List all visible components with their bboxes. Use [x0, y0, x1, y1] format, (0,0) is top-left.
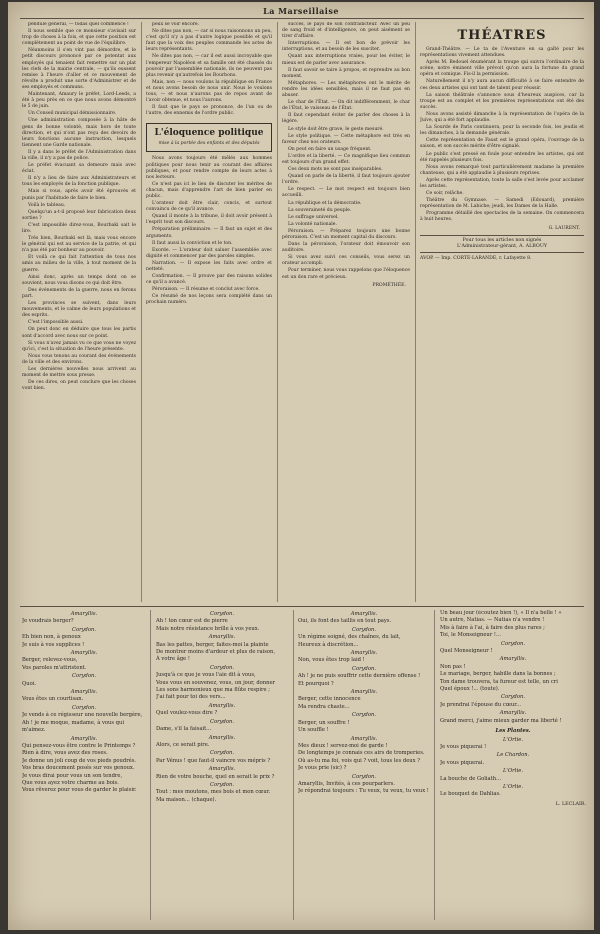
paragraph: De ces dires, on peut conclure que les choses vont bien. — [22, 380, 136, 392]
paragraph: Et voilà ce qui fait l'attention de tous nos amis au milieu de la ville, à tout moment de la guerre. — [22, 255, 136, 273]
paragraph: Après M. Bedouel énumérant la troupe qui suivra l'ordinaire de la scène, notre éminent ville prévoit qu'on aura la fortune du grand opéra et comique. Fis-il la permission. — [420, 60, 584, 78]
speaker-name: Amaryllis. — [350, 611, 378, 617]
poem-title: Les Plantes. — [495, 728, 531, 735]
verse-line: Je répondrai toujours : Tu veux, tu veux, tu veux ! — [298, 788, 429, 795]
paragraph: Le style doit être grave, le geste mesuré. — [288, 126, 384, 132]
speaker-name: Amaryllis. — [208, 766, 236, 773]
paragraph: Le préfet évacuant sa demeure mais avec éclat. — [22, 163, 136, 175]
paragraph: Cette représentation de Faust est le grand opéra, l'ouvrage de la saison, et son succès mérite d'être signalé. — [420, 138, 584, 150]
newspaper-page — [8, 2, 594, 930]
speaker-name: Amaryllis. — [350, 650, 378, 657]
verse-line: De montrer moins d'ardeur et plus de raison, — [156, 649, 276, 656]
article-title: L'éloquence politique — [154, 128, 264, 139]
verse-line: Où as-tu ma foi, vois qui ? voit, tous les deux ? — [298, 757, 420, 764]
verse-line: Je voudrais berger? — [22, 618, 74, 625]
paragraph: Quand il monte à la tribune, il doit avoir présent à l'esprit tout son discours. — [146, 214, 272, 226]
verse-line: Heureux à discrétion... — [298, 641, 359, 648]
speaker-name: Corydon. — [210, 664, 234, 671]
paragraph: Le style politique. — Cette métaphore est très en faveur chez nos orateurs. — [282, 133, 410, 145]
paragraph: Il nous semble que ce monsieur s'avisait sur trop de choses à la fois, et que cette position est complètement au point de vue de l'équilibre. — [22, 29, 136, 47]
paragraph: On peut donc en déduire que tous les partis sont d'accord avec nous sur ce point. — [22, 327, 136, 339]
verse-divider — [434, 610, 435, 920]
verse-line: À votre âge ! — [156, 656, 190, 663]
paragraph: Les dernières nouvelles nous arrivent au moment de mettre sous presse. — [22, 366, 136, 379]
verse-line: Bas les pattes, berger, faites-moi la plainte — [156, 641, 269, 648]
verse-line: Quel Monseigneur ! — [440, 648, 493, 655]
verse-line: Je vous prie (sic) ? — [298, 765, 347, 772]
verse-line: Mais notre résistance brille à vos yeux. — [156, 625, 260, 632]
paragraph: Quand on parle de la liberté, il faut toujours ajouter l'ordre. — [282, 174, 410, 186]
paragraph: Programme détaillé des spectacles de la semaine. On commencera à huit heures. — [420, 211, 584, 223]
verse-line: La bouche de Goliath... — [440, 775, 502, 782]
paragraph: Mais si vous, après avoir été éprouvés et punis par l'habitude de faire le bien. — [22, 189, 136, 201]
paragraph: On peut en faire un usage fréquent. — [288, 146, 372, 152]
verse-line: Un régime soigné, des chaînes, du lait, — [298, 634, 401, 641]
speaker-name: Corydon. — [501, 640, 525, 647]
speaker-name: Amaryllis. — [499, 710, 527, 717]
paragraph: Ce résumé de nos leçons sera complété dans un prochain numéro. — [146, 294, 272, 306]
verse-line: Que vous ayez votre charme au bois. — [22, 779, 119, 786]
column-2-bottom — [146, 156, 272, 306]
verse-divider — [150, 610, 151, 920]
verse-line: Ah ! je ne puis souffrir cette dernière offense ! — [298, 673, 421, 680]
paragraph: Il faut que le pays se prononce, de l'un ou de l'autre, des ennemis de l'ordre public. — [146, 105, 272, 117]
theatres-text — [420, 47, 584, 224]
verse-column-2 — [156, 610, 288, 920]
speaker-name: Amaryllis. — [70, 650, 98, 657]
paragraph: Ainsi donc, après un temps dont on se souvient, nous vous disons ce qui doit être. — [22, 274, 136, 286]
verse-line: Qui pensez-vous être contre le Printemps ? — [22, 742, 136, 749]
verse-line: Un beau jour (écoutez bien !), « Il n'a belle ! » — [440, 610, 562, 616]
paragraph: Pour terminer, nous vous rappelons que l'éloquence est un don rare et précieux. — [282, 268, 410, 280]
speaker-name: Amaryllis. — [350, 689, 378, 696]
column-divider — [141, 22, 142, 602]
speaker-name: Corydon. — [352, 773, 376, 780]
column-4-theatres — [420, 22, 584, 602]
masthead: La Marseillaise — [263, 6, 339, 16]
paragraph: Confirmation. — Il prouve par des raisons solides ce qu'il a avancé. — [146, 274, 272, 286]
verse-line: Vos paroles m'attristent. — [22, 664, 87, 671]
paragraph: Néanmoins il s'en vint pas démordre, et le petit discours prononcé par ce potentat aux employés qui tenaient fait remettre sur un plat les clefs de la mairie centrale, — qu'ils eussent remise à l'heure d'aller et ce mouvement de révolte a produit une sorte d'Administrer et de ses employés et communs. — [22, 48, 136, 90]
verse-line: Ah ! ton cœur est de pierre — [156, 618, 228, 625]
paragraph: Naturellement il n'y aura aucun difficulté à se faire entendre de ces deux artistes qui ont tant de talent pour réussir. — [420, 79, 584, 91]
column-3 — [282, 22, 410, 602]
verse-column-4 — [440, 610, 586, 920]
verse-line: Le bouquet de Dahlias. — [440, 791, 501, 798]
column-divider — [277, 22, 278, 602]
paragraph: Il faut savoir se taire à propos, et reprendre au bon moment. — [282, 67, 410, 79]
speaker-name: Corydon. — [352, 665, 376, 672]
theatres-signature: G. LAURENT. — [548, 225, 580, 231]
paragraph: C'est impossible direz-vous, Bourbaki sait le lire. — [22, 222, 136, 234]
speaker-name: Amaryllis. — [208, 734, 236, 741]
verse-line: Un souffle ! — [298, 727, 329, 734]
paragraph: Nous avons toujours été mêlés aux hommes politiques pour nous tenir au courant des affaires publiques, et pour rendre compte de leurs actes à nos lecteurs. — [146, 156, 272, 180]
paragraph: La volonté nationale. — [288, 221, 337, 227]
paragraph: Ne dites pas non, — car il est aussi incroyable que l'empereur Napoléon et sa famille ont été chassés du pouvoir par l'assemblée nationale, ils ne peuvent pas plus revenir qu'autrefois les Bourbons. — [146, 54, 272, 78]
paragraph: Théâtre du Gymnase. — Samedi (Edouard), première représentation de M. Labiche; jeudi, les Dames de la Halle. — [420, 198, 584, 210]
paragraph: Nous vous tenons au courant des événements de la ville et des environs. — [22, 353, 136, 365]
verse-line: Non pas ! — [440, 663, 466, 670]
verse-line: Ma rendra chaste... — [298, 703, 350, 710]
article-signature: PROMÉTHÉE. — [372, 282, 406, 288]
verse-line: Rien à dire, vous avez des roses. — [22, 750, 108, 757]
speaker-name: Corydon. — [210, 781, 234, 788]
column-2 — [146, 22, 272, 602]
verse-line: Vous vous en souvenez, vous, un jour, donner — [156, 679, 276, 686]
column-divider — [415, 22, 416, 602]
paragraph: Nous avons remarqué tout particulièrement madame la première chanteuse, qui a été applaudie à plusieurs reprises. — [420, 164, 584, 176]
speaker-name: Amaryllis. — [208, 634, 236, 641]
verse-line: Je donne un joli coup de vos pieds poudrés. — [22, 757, 137, 764]
speaker-name: L'Ortie. — [502, 768, 524, 775]
paragraph: Un Conseil municipal démissionnaire. — [28, 111, 117, 117]
speaker-name: Corydon. — [352, 626, 376, 633]
speaker-name: Amaryllis. — [70, 689, 98, 696]
verse-line: Mes dieux ! servez-moi de garde ! — [298, 742, 388, 749]
paragraph: L'ordre et la liberté. — Ce magnifique lieu commun est toujours d'un grand effet. — [282, 153, 410, 165]
paragraph: Ne dites pas non, — car si nous raisonnons un peu, c'est qu'il n'y a pas d'autre logique possible et qu'il faut que la voix des peuples commande les actes de leurs représentants. — [146, 29, 272, 53]
verse-divider — [293, 610, 294, 920]
paragraph: Ces deux mots ne sont pas inséparables. — [288, 167, 383, 173]
paragraph: Métaphores. — Les métaphores ont le mérite de rendre les idées sensibles, mais il ne faut pas en abuser. — [282, 80, 410, 99]
speaker-name: Amaryllis. — [350, 735, 378, 742]
verse-line: De longtemps je connais ces airs de tromperies. — [298, 750, 425, 757]
verse-column-1 — [22, 610, 146, 920]
speaker-name: Amaryllis. — [70, 611, 98, 617]
paragraph: peux se voir encore. — [152, 22, 200, 27]
speaker-name: Corydon. — [501, 694, 525, 701]
speaker-name: Corydon. — [72, 704, 96, 711]
paragraph: Exorde. — L'orateur doit saluer l'assemblée avec dignité et commencer par des paroles simples. — [146, 247, 272, 259]
paragraph: Le suffrage universel. — [288, 214, 339, 220]
poem-signature: L. LECLAIR. — [555, 801, 586, 807]
verse-line: Les sons harmonieux que ma flûte respire ; — [156, 687, 270, 694]
paragraph: La république et la démocratie. — [288, 200, 362, 206]
speaker-name: Amaryllis. — [499, 656, 527, 663]
paragraph: Le char de l'État. — On dit indifféremment, le char de l'État, le vaisseau de l'État. — [282, 100, 410, 112]
paragraph: Grand-Théâtre. — Le ta de l'Aventure en sa gaîté pour les représentations vivement attendues. — [420, 47, 584, 59]
imprint-line: AVOP. — Imp. CORTE-LARANDE, r. Lafayette 8. — [420, 255, 532, 261]
speaker-name: L'Ortie. — [502, 736, 524, 743]
verse-line: Je vous piquerai. — [440, 759, 485, 766]
verse-line: Vous rêverez pour vous de garder le plaisir. — [22, 787, 137, 794]
paragraph: Mais, non — nous voulons la république en France et nous avons besoin de nous unir. Nous le voulons tous, — et nous n'aurons pas de repos avant de l'avoir obtenue, et nous l'aurons. — [146, 79, 272, 104]
verse-line: Le mariage, berger, habille dans la bonnes ; — [440, 671, 556, 678]
paragraph: Si vous avez suivi ces conseils, vous serez un orateur accompli. — [282, 255, 410, 267]
paragraph: Préparation préliminaire. — Il faut un sujet et des arguments. — [146, 227, 272, 239]
top-rule — [20, 18, 584, 19]
speaker-name: Amaryllis. — [208, 702, 236, 709]
paragraph: Ce soir, relâche. — [426, 191, 464, 197]
speaker-name: Corydon. — [210, 611, 234, 617]
verse-line: Je suis à vos supplices ! — [22, 641, 85, 648]
verse-line: Eh bien non, à genoux — [22, 634, 81, 641]
notice-line: Pour tous les articles non signés — [462, 237, 542, 243]
verse-line: Alors, ce serait pire. — [156, 741, 210, 748]
verse-line: Tout : mes moutons, mes bois et mon cœur. — [156, 789, 271, 796]
paragraph: Quant aux interruptions vraies, pour les éviter, le mieux est de parler avec assurance. — [282, 54, 410, 66]
verse-line: Toi, le Monseigneur !... — [440, 632, 501, 639]
paragraph: Nous avons assisté dimanche à la représentation de l'opéra de la Juive, qui a été fort applaudie. — [420, 111, 584, 124]
paragraph: Maintenant, Amaury le préfet, Lord-Leeds, a été à peu près en ce que nous avons démontré le 5 de juin. — [22, 92, 136, 110]
speaker-name: Corydon. — [72, 673, 96, 680]
paragraph: Si vous n'avez jamais vu ce que vous ne voyez qu'ici, c'est la situation de l'heure présente. — [22, 340, 136, 352]
paragraph: succès, le pays de son contradicteur. Avec un peu de sang froid et d'intelligence, on peut aisément se tirer d'affaire. — [282, 22, 410, 40]
column-2-top — [146, 22, 272, 117]
speaker-name: Le Chardon. — [496, 752, 530, 759]
paragraph: Interruptions. — Il est bon de prévoir les interruptions, et au besoin de les susciter. — [282, 41, 410, 53]
paragraph: Très bien, Bourbaki est là, mais vous encore le général qui est au service de la patrie, et qui n'a pas été par bonheur au pouvoir. — [22, 236, 136, 254]
verse-line: Berger, cette innocence — [298, 696, 361, 703]
paragraph: Il faut cependant éviter de parler des choses à la légère. — [282, 113, 410, 125]
paragraph: La Sourde de Paris continuera, pour la seconde fois, les jeudis et les dimanches, à la demande générale. — [420, 125, 584, 137]
article-subtitle: mise à la portée des enfants et des députés — [158, 141, 260, 147]
paragraph: Dans la péroraison, l'orateur doit émouvoir son auditoire. — [282, 242, 410, 254]
paragraph: Péroraison. — Il résume et conclut avec force. — [152, 287, 260, 293]
speaker-name: Corydon. — [352, 712, 376, 719]
verse-line: Vos bras doucement posés sur vos genoux. — [22, 765, 135, 772]
theatres-heading: THÉATRES — [457, 28, 547, 43]
paragraph: Péroraison. — Préparez toujours une bonne péroraison. C'est un moment capital du discours. — [282, 228, 410, 240]
verse-line: Par Vénus ! que faut-il vaincre vos mépris ? — [156, 757, 271, 764]
column-3-text — [282, 22, 410, 281]
paragraph: Le public s'est pressé en foule pour entendre les artistes, qui ont été rappelés plusieurs fois. — [420, 151, 584, 163]
speaker-name: L'Ortie. — [502, 783, 524, 790]
paragraph: Les provinces se suivent, dans leurs mouvements, et le calme de leurs populations et des esprits. — [22, 301, 136, 319]
paragraph: La souveraineté du peuple. — [288, 207, 352, 213]
paragraph: Narration. — Il expose les faits avec ordre et netteté. — [146, 260, 272, 272]
gerant-notice — [420, 235, 584, 253]
verse-line: Dame, s'il la faisait... — [156, 726, 212, 733]
speaker-name: Corydon. — [210, 718, 234, 725]
verse-line: Berger, un souffre ! — [298, 719, 350, 726]
paragraph: Ce n'est pas ici le lieu de discuter les mérites de chacun, mais d'apprendre l'art de bien parler en public. — [146, 181, 272, 199]
verse-line: J'ai fait pour toi des vers... — [156, 694, 226, 701]
verse-line: Quel voulez-vous dire ? — [156, 710, 218, 717]
verse-line: Grand merci, j'aime mieux garder ma liberté ! — [440, 717, 562, 724]
paragraph: Voilà le tableau. — [28, 202, 66, 208]
paragraph: Le respect. — Le mot respect est toujours bien accueilli. — [282, 187, 410, 199]
verse-line: Quel époux !... (toute). — [440, 686, 500, 693]
paragraph: La saison théâtrale s'annonce sous d'heureux auspices, car la troupe est au complet et les premières représentations ont été des succès. — [420, 92, 584, 110]
article-title-box — [146, 123, 272, 152]
verse-line: Et pourquoi ? — [298, 680, 334, 687]
column-1 — [22, 22, 136, 602]
verse-line: Jusqu'à ce que je vous l'aie dit à vous, — [156, 672, 256, 679]
verse-line: Vous êtes un courtisan. — [22, 696, 84, 703]
paragraph: L'orateur doit être clair, concis, et surtout convaincu de ce qu'il avance. — [146, 201, 272, 213]
verse-line: Non, vous êtes trop laid ! — [298, 657, 365, 664]
speaker-name: Corydon. — [210, 750, 234, 757]
verse-line: Un autre, Natias. — Natias n'a vendre ! — [440, 617, 545, 624]
verse-line: Je prendrai l'épouse du cœur... — [440, 701, 522, 708]
verse-column-3 — [298, 610, 430, 920]
verse-line: Je vous piquerai ! — [440, 743, 487, 750]
paragraph: Une administration composée à la hâte de gens de bonne volonté, mais hors de toute direction, et qui n'ont pas reçu des devoirs de leurs fonctions aucune instruction, lesquels tiennent une Garde nationale. — [22, 118, 136, 148]
verse-line: Ah ! je me moque, madame, à vous qui m'aimez. — [22, 719, 124, 734]
verse-line: Ton dame trouvera, ta fureur est telle, un cri — [440, 678, 558, 685]
verse-line: Je vends à ce régisseur une nouvelle bergère, — [22, 712, 143, 719]
speaker-name: Corydon. — [72, 626, 96, 633]
verse-line: Mis à faire à l'ai, à faire des plus rares ; — [440, 624, 545, 631]
feuilleton-rule — [20, 606, 584, 607]
paragraph: Après cette représentation, toute la salle s'est levée pour acclamer les artistes. — [420, 177, 584, 189]
paragraph: pendule général, — todas quel commencé ! — [28, 22, 129, 27]
paragraph: Il n'y a lieu de faire aux Administrateurs et tous les employés de la fonction publique. — [22, 176, 136, 188]
verse-line: Ma maison... (chaque). — [156, 796, 217, 803]
paragraph: Des événements de la guerre, nous en ferons part. — [22, 287, 136, 299]
paragraph: C'est l'impossible aussi. — [28, 320, 84, 326]
verse-line: Amaryllis, Invités, à ces pourparlers. — [298, 780, 395, 787]
verse-line: Oui, ils font des taillis en tout pays. — [298, 618, 392, 625]
notice-line: L'Administrateur-gérant, A. ALBOUY — [456, 243, 548, 249]
speaker-name: Amaryllis. — [70, 735, 98, 742]
paragraph: Quelqu'un a-t-il proposé leur fabrication deux sorties ? — [22, 209, 136, 221]
verse-line: Berger, relevez-vous, — [22, 657, 78, 664]
verse-line: Je vous dirai pour vous un son tendre, — [22, 772, 123, 779]
paragraph: Il faut aussi la conviction et le ton. — [152, 240, 233, 246]
verse-line: Rien de votre bouche, quel en serait le prix ? — [156, 773, 275, 780]
paragraph: Il y a dans le préfet de l'Administration dans la ville, il n'y a pas de police. — [22, 149, 136, 161]
verse-line: Quoi. — [22, 680, 37, 687]
